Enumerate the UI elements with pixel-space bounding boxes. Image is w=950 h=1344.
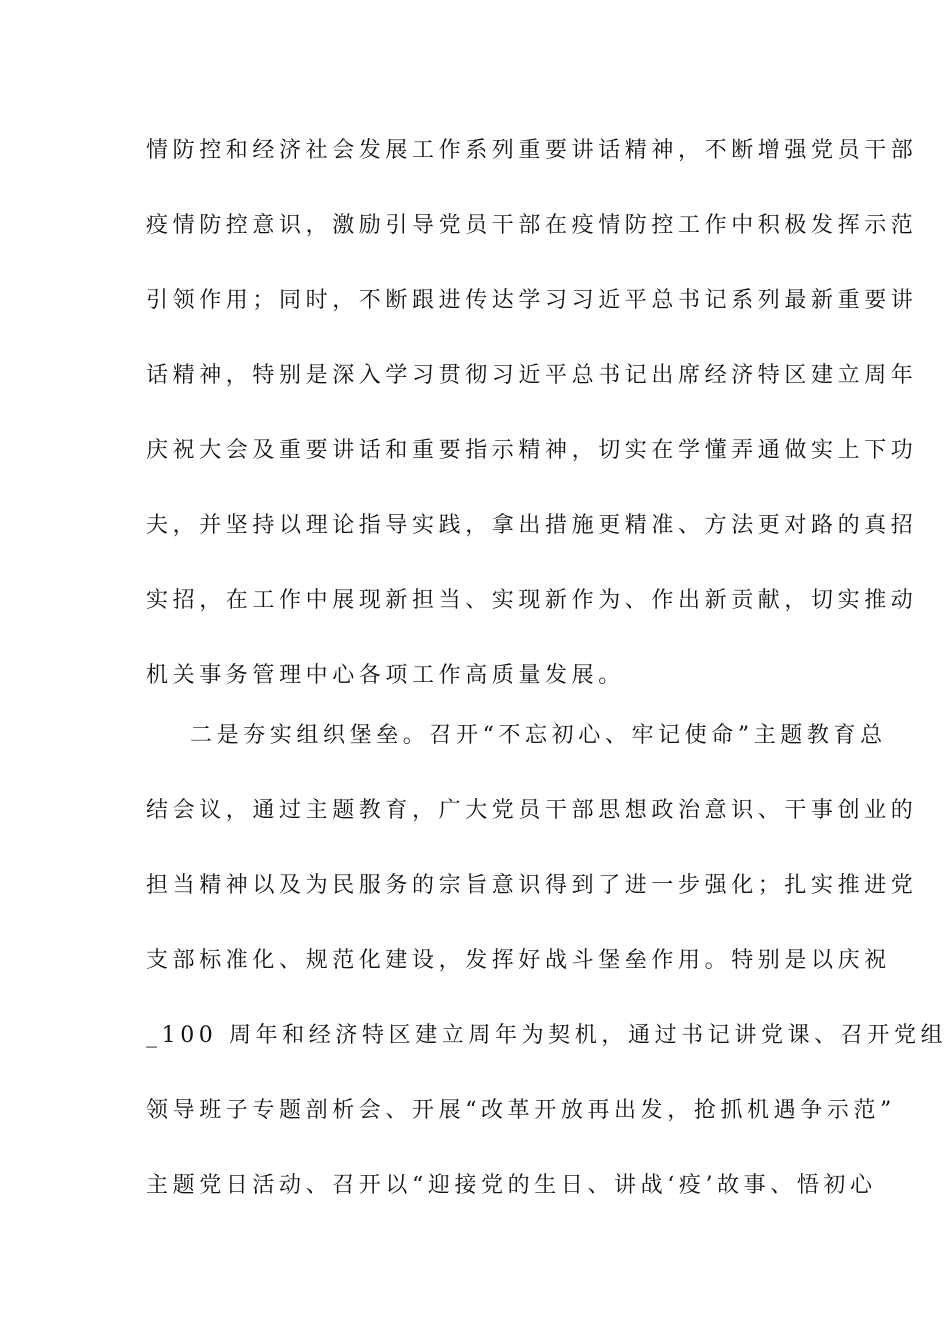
paragraph-line: 引领作用；同时，不断跟进传达学习习近平总书记系列最新重要讲: [146, 288, 918, 313]
paragraph-line: 话精神，特别是深入学习贯彻习近平总书记出席经济特区建立周年: [146, 363, 918, 388]
paragraph-line: 结会议，通过主题教育，广大党员干部思想政治意识、干事创业的: [146, 798, 918, 823]
paragraph-line: 担当精神以及为民服务的宗旨意识得到了进一步强化；扎实推进党: [146, 873, 918, 898]
paragraph-line: 实招，在工作中展现新担当、实现新作为、作出新贡献，切实推动: [146, 588, 918, 613]
paragraph-line: 疫情防控意识，激励引导党员干部在疫情防控工作中积极发挥示范: [146, 213, 918, 238]
paragraph-line: 领导班子专题剖析会、开展“改革开放再出发，抢抓机遇争示范”: [146, 1098, 896, 1123]
paragraph-line: 情防控和经济社会发展工作系列重要讲话精神，不断增强党员干部: [146, 138, 918, 163]
paragraph-line: _100 周年和经济特区建立周年为契机，通过书记讲党课、召开党组: [146, 1023, 948, 1048]
paragraph-line: 主题党日活动、召开以“迎接党的生日、讲战‘疫’故事、悟初心: [146, 1173, 877, 1198]
paragraph-line: 夫，并坚持以理论指导实践，拿出措施更精准、方法更对路的真招: [146, 513, 918, 538]
paragraph-line: 机关事务管理中心各项工作高质量发展。: [146, 663, 625, 688]
paragraph-line: 支部标准化、规范化建设，发挥好战斗堡垒作用。特别是以庆祝: [146, 948, 891, 973]
paragraph-line: 庆祝大会及重要讲话和重要指示精神，切实在学懂弄通做实上下功: [146, 438, 918, 463]
paragraph-line-indented: 二是夯实组织堡垒。召开“不忘初心、牢记使命”主题教育总: [190, 723, 887, 748]
